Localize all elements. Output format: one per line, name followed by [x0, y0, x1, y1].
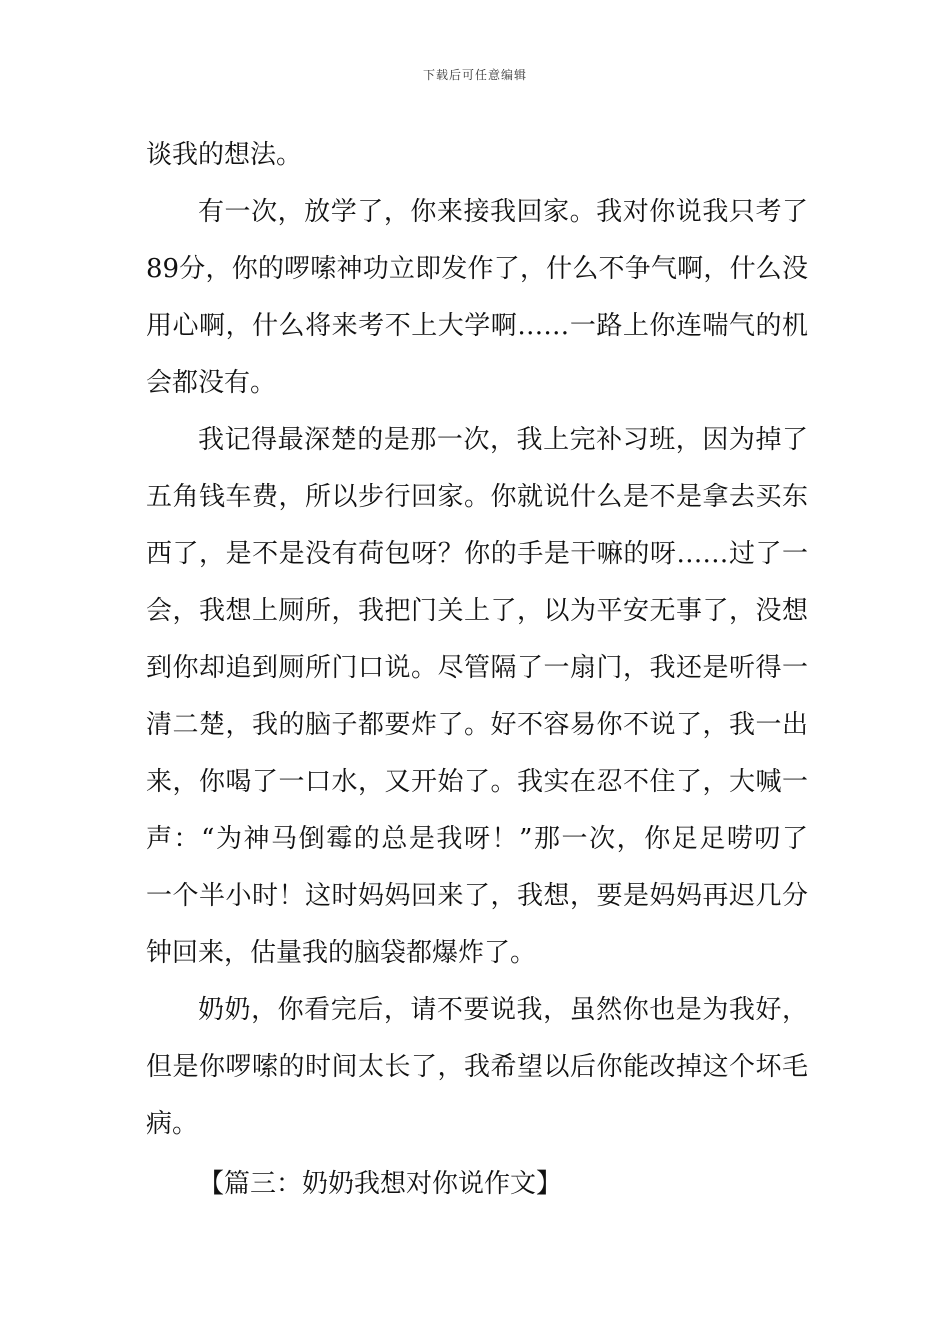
text-line: 钟回来，估量我的脑袋都爆炸了。 — [146, 938, 537, 968]
section-heading: 【篇三：奶奶我想对你说作文】 — [198, 1169, 563, 1199]
text-line: 89分，你的啰嗦神功立即发作了，什么不争气啊，什么没 — [146, 254, 808, 284]
document-body — [146, 127, 808, 1213]
text-line: 西了，是不是没有荷包呀？你的手是干嘛的呀……过了一 — [146, 539, 808, 569]
text-line: 到你却追到厕所门口说。尽管隔了一扇门，我还是听得一 — [146, 653, 808, 683]
text-line: 会，我想上厕所，我把门关上了，以为平安无事了，没想 — [146, 596, 808, 626]
text-line: 用心啊，什么将来考不上大学啊……一路上你连喘气的机 — [146, 311, 808, 341]
page-header: 下载后可任意编辑 — [422, 68, 527, 82]
text-line: 我记得最深楚的是那一次，我上完补习班，因为掉了 — [198, 425, 808, 455]
text-line: 有一次，放学了，你来接我回家。我对你说我只考了 — [198, 197, 808, 227]
text-line: 声：“为神马倒霉的总是我呀！”那一次，你足足唠叨了 — [146, 824, 808, 854]
text-line: 清二楚，我的脑子都要炸了。好不容易你不说了，我一出 — [146, 710, 808, 740]
text-line: 一个半小时！这时妈妈回来了，我想，要是妈妈再迟几分 — [146, 881, 808, 911]
text-line: 但是你啰嗦的时间太长了，我希望以后你能改掉这个坏毛 — [146, 1052, 808, 1082]
text-line: 来，你喝了一口水，又开始了。我实在忍不住了，大喊一 — [146, 767, 808, 797]
text-line: 五角钱车费，所以步行回家。你就说什么是不是拿去买东 — [146, 482, 808, 512]
text-line: 病。 — [146, 1109, 199, 1139]
text-line: 奶奶，你看完后，请不要说我，虽然你也是为我好， — [198, 995, 808, 1025]
text-line: 会都没有。 — [146, 368, 277, 398]
text-line: 谈我的想法。 — [146, 140, 303, 170]
